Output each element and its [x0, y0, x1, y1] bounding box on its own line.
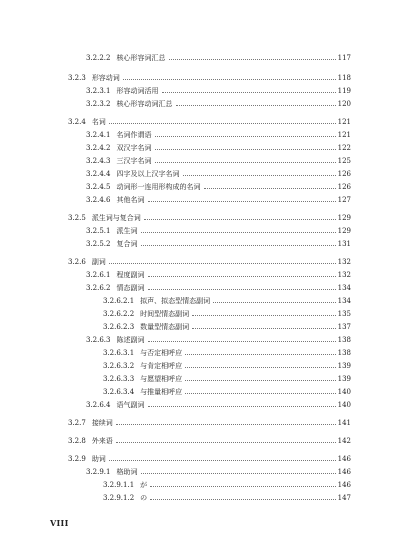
toc-page-number: 121 [337, 131, 351, 139]
toc-title: 与推量相呼应 [140, 388, 183, 396]
toc-entry[interactable] [0, 254, 351, 266]
toc-page-number: 147 [337, 494, 351, 502]
toc-number: 3.2.6.3 [86, 336, 111, 344]
toc-number: 3.2.9 [68, 455, 86, 463]
toc-entry[interactable] [0, 267, 351, 279]
toc-page-number: 139 [337, 362, 351, 370]
toc-page-number: 138 [337, 336, 351, 344]
toc-entry[interactable] [0, 345, 351, 357]
toc-entry[interactable] [0, 50, 351, 62]
toc-title: 派生词与复合词 [91, 214, 141, 222]
toc-leader-dots [162, 92, 336, 93]
toc-entry[interactable] [0, 96, 351, 108]
toc-leader-dots [185, 354, 335, 355]
toc-page-number: 139 [337, 375, 351, 383]
toc-title: 情态副词 [116, 284, 145, 292]
toc-number: 3.2.6.1 [86, 271, 111, 279]
toc-leader-dots [144, 219, 336, 220]
toc-title: 数量型情态副词 [140, 323, 190, 331]
toc-leader-dots [213, 302, 335, 303]
toc-title: 其他名词 [116, 196, 145, 204]
toc-title: 核心形容动词汇总 [116, 100, 173, 108]
toc-number: 3.2.4 [68, 118, 86, 126]
toc-entry[interactable] [0, 153, 351, 165]
toc-title: 助词 [91, 455, 106, 463]
toc-entry[interactable] [0, 464, 351, 476]
toc-title: 双汉字名词 [116, 144, 152, 152]
toc-entry[interactable] [0, 192, 351, 204]
toc-leader-dots [141, 232, 336, 233]
toc-page-number: 135 [337, 310, 351, 318]
toc-page-number: 125 [337, 157, 351, 165]
toc-page-number: 121 [337, 118, 351, 126]
toc-page-number: 131 [337, 240, 351, 248]
toc-title: 形容动词 [91, 74, 120, 82]
toc-entry[interactable] [0, 384, 351, 396]
toc-page-number: 127 [337, 196, 351, 204]
toc-number: 3.2.4.1 [86, 131, 111, 139]
toc-page-number: 138 [337, 349, 351, 357]
toc-page-number: 129 [337, 214, 351, 222]
toc-page-number: 119 [337, 87, 351, 95]
toc-title: 外来语 [91, 437, 113, 445]
toc-page-number: 146 [337, 455, 351, 463]
toc-leader-dots [169, 59, 336, 60]
toc-number: 3.2.9.1.2 [103, 494, 135, 502]
toc-title: 名词作谓语 [116, 131, 152, 139]
toc-entry[interactable] [0, 140, 351, 152]
toc-title: 派生词 [116, 227, 138, 235]
toc-number: 3.2.4.3 [86, 157, 111, 165]
toc-leader-dots [150, 499, 335, 500]
toc-title: 语气副词 [116, 401, 145, 409]
footer-page-number: VIII [50, 518, 69, 528]
toc-page-number: 132 [337, 258, 351, 266]
toc-number: 3.2.5.1 [86, 227, 111, 235]
toc-page-number: 134 [337, 297, 351, 305]
toc-entry[interactable] [0, 371, 351, 383]
toc-number: 3.2.4.2 [86, 144, 111, 152]
toc-page-number: 137 [337, 323, 351, 331]
toc-number: 3.2.9.1 [86, 468, 111, 476]
toc-number: 3.2.6.2.2 [103, 310, 135, 318]
toc-title: 复合词 [116, 240, 138, 248]
toc-title: 与肯定相呼应 [140, 362, 183, 370]
toc-title: 四字及以上汉字名词 [116, 170, 180, 178]
toc-entry[interactable] [0, 83, 351, 95]
toc-number: 3.2.6.3.3 [103, 375, 135, 383]
toc-page-number: 132 [337, 271, 351, 279]
toc-page-number: 142 [337, 437, 351, 445]
toc-number: 3.2.2.2 [86, 54, 111, 62]
toc-leader-dots [141, 473, 336, 474]
toc-number: 3.2.4.6 [86, 196, 111, 204]
toc-entry[interactable] [0, 210, 351, 222]
toc-page-number: 140 [337, 401, 351, 409]
toc-entry[interactable] [0, 319, 351, 331]
toc-title: 三汉字名词 [116, 157, 152, 165]
toc-number: 3.2.5 [68, 214, 86, 222]
toc-page-number: 120 [337, 100, 351, 108]
toc-number: 3.2.6 [68, 258, 86, 266]
toc-title: 接续词 [91, 419, 113, 427]
toc-leader-dots [183, 175, 336, 176]
toc-entry[interactable] [0, 332, 351, 344]
toc-number: 3.2.6.3.4 [103, 388, 135, 396]
toc-leader-dots [116, 424, 336, 425]
toc-number: 3.2.9.1.1 [103, 481, 135, 489]
toc-title: 形容动词活用 [116, 87, 159, 95]
toc-number: 3.2.4.5 [86, 183, 111, 191]
toc-entry[interactable] [0, 397, 351, 409]
toc-title: 核心形容词汇总 [116, 54, 166, 62]
toc-leader-dots [150, 486, 335, 487]
toc-entry[interactable] [0, 293, 351, 305]
toc-leader-dots [109, 123, 336, 124]
toc-title: 陈述副词 [116, 336, 145, 344]
toc-entry[interactable] [0, 179, 351, 191]
toc-title: 与否定相呼应 [140, 349, 183, 357]
toc-title: の [140, 494, 148, 502]
toc-title: 动词形一连用形构成的名词 [116, 183, 201, 191]
toc-title: が [140, 481, 148, 489]
toc-title: 程度副词 [116, 271, 145, 279]
toc-entry[interactable] [0, 490, 351, 502]
toc-entry[interactable] [0, 127, 351, 139]
toc-leader-dots [155, 149, 336, 150]
toc-entry[interactable] [0, 114, 351, 126]
toc-leader-dots [148, 201, 336, 202]
toc-number: 3.2.6.3.1 [103, 349, 135, 357]
toc-title: 格助词 [116, 468, 138, 476]
toc-number: 3.2.8 [68, 437, 86, 445]
toc-number: 3.2.5.2 [86, 240, 111, 248]
toc-leader-dots [109, 263, 336, 264]
toc-title: 时间型情态副词 [140, 310, 190, 318]
toc-title: 拟声、拟态型情态副词 [140, 297, 211, 305]
toc-entry[interactable] [0, 433, 351, 445]
toc-entry[interactable] [0, 70, 351, 82]
toc-entry[interactable] [0, 236, 351, 248]
toc-leader-dots [141, 245, 336, 246]
toc-leader-dots [185, 380, 335, 381]
toc-leader-dots [123, 79, 336, 80]
toc-page-number: 117 [337, 54, 351, 62]
toc-number: 3.2.3 [68, 74, 86, 82]
toc-entry[interactable] [0, 166, 351, 178]
toc-number: 3.2.6.4 [86, 401, 111, 409]
toc-leader-dots [155, 162, 336, 163]
toc-number: 3.2.6.3.2 [103, 362, 135, 370]
toc-page-number: 129 [337, 227, 351, 235]
toc-leader-dots [204, 188, 336, 189]
toc-page-number: 126 [337, 183, 351, 191]
toc-entry[interactable] [0, 280, 351, 292]
toc-page-number: 126 [337, 170, 351, 178]
toc-leader-dots [148, 276, 336, 277]
toc-number: 3.2.7 [68, 419, 86, 427]
toc-number: 3.2.4.4 [86, 170, 111, 178]
toc-leader-dots [192, 315, 335, 316]
toc-leader-dots [185, 367, 335, 368]
toc-entry[interactable] [0, 451, 351, 463]
toc-title: 与愿望相呼应 [140, 375, 183, 383]
toc-title: 名词 [91, 118, 106, 126]
toc-page-number: 141 [337, 419, 351, 427]
toc-page-number: 122 [337, 144, 351, 152]
toc-page-number: 118 [337, 74, 351, 82]
toc-leader-dots [176, 105, 336, 106]
toc-page-number: 140 [337, 388, 351, 396]
toc-leader-dots [185, 393, 335, 394]
toc-number: 3.2.3.2 [86, 100, 111, 108]
toc-entry[interactable] [0, 415, 351, 427]
toc-number: 3.2.3.1 [86, 87, 111, 95]
toc-entry[interactable] [0, 306, 351, 318]
toc-entry[interactable] [0, 358, 351, 370]
toc-leader-dots [148, 289, 336, 290]
toc-number: 3.2.6.2.1 [103, 297, 135, 305]
toc-page-number: 146 [337, 481, 351, 489]
toc-leader-dots [148, 406, 336, 407]
toc-entry[interactable] [0, 223, 351, 235]
toc-number: 3.2.6.2 [86, 284, 111, 292]
toc-number: 3.2.6.2.3 [103, 323, 135, 331]
toc-leader-dots [109, 460, 336, 461]
toc-leader-dots [148, 341, 336, 342]
toc-leader-dots [116, 442, 336, 443]
toc-leader-dots [192, 328, 335, 329]
toc-entry[interactable] [0, 477, 351, 489]
toc-title: 副词 [91, 258, 106, 266]
toc-page-number: 146 [337, 468, 351, 476]
toc-leader-dots [155, 136, 336, 137]
toc-page-number: 134 [337, 284, 351, 292]
